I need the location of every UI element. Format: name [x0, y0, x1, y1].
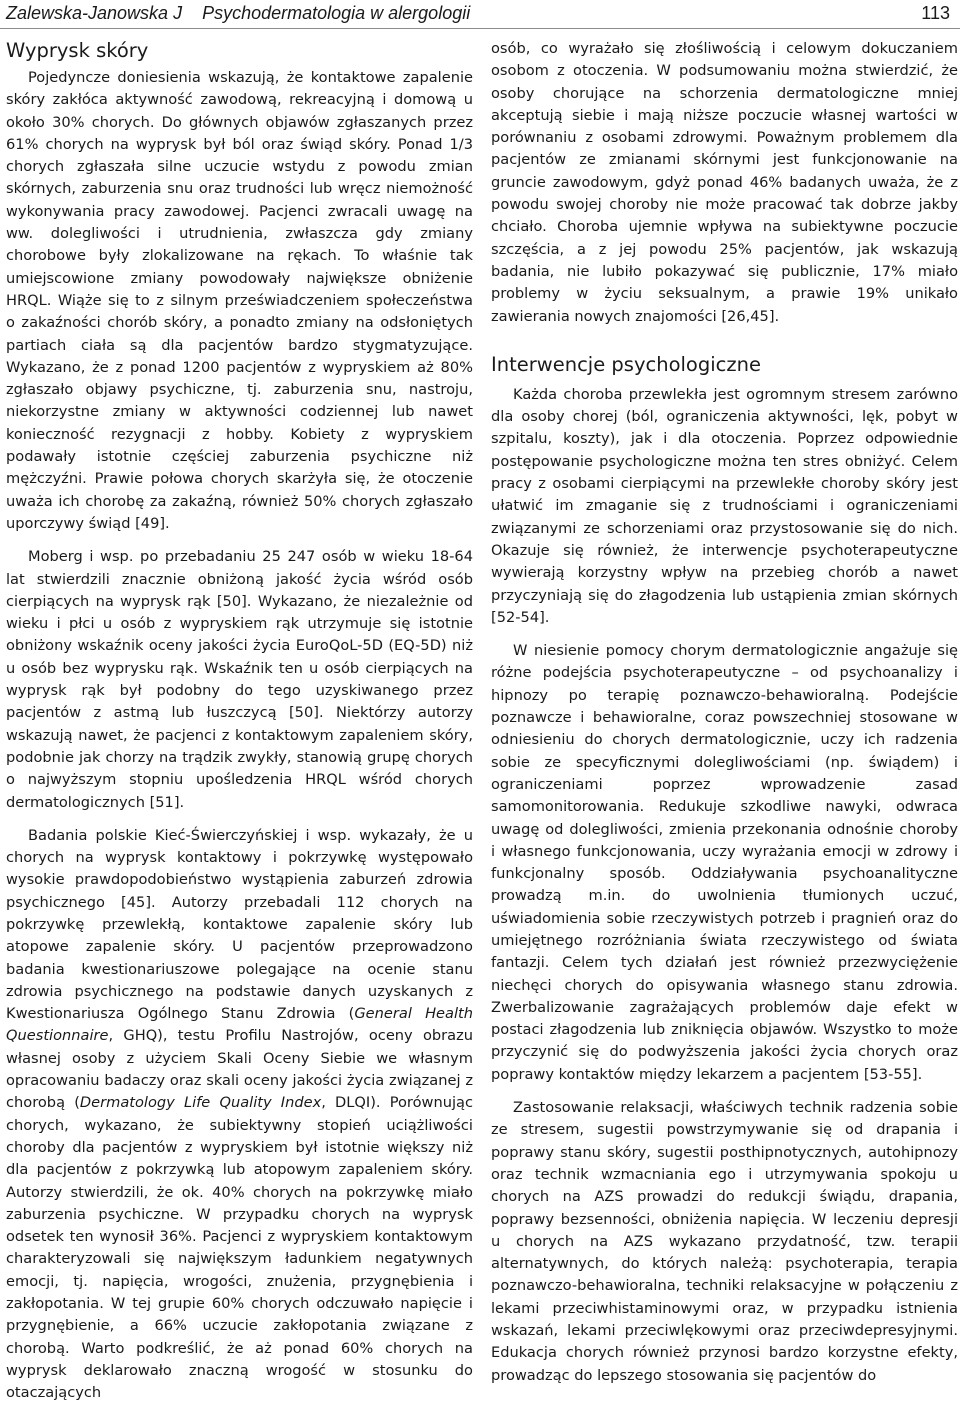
- paragraph-continued: osób, co wyrażało się złośliwością i celowym dokuczaniem osobom z otoczenia. W podsumowaniu można stwierdzić, że osoby chorujące na schorzenia dermatologiczne mniej akceptują siebie i mają niższe poczucie własnej wartości w porównaniu z osobami zdrowymi. Poważnym problemem dla pacjentów ze zmianami skórnymi jest funkcjonowanie na gruncie zawodowym, gdyż ponad 46% badanych uważa, że z powodu swojej choroby nie może pracować tak dobrze jakby chciało. Choroba ujemnie wpływa na subiektywne poczucie szczęścia, a z jej powodu 25% pacjentów, jak wskazują badania, nie lubiło pokazywać się publicznie, 17% miało problemy w życiu seksualnym, a prawie 19% unikało zawierania nowych znajomości [26,45].: [491, 40, 958, 325]
- running-header: [0, 0, 960, 29]
- index-name: Dermatology Life Quality Index: [79, 1094, 322, 1112]
- paragraph: Moberg i wsp. po przebadaniu 25 247 osób w wieku 18-64 lat stwierdzili znacznie obniżoną jakość życia wśród osób cierpiących na wyprysk rąk [50]. Wykazano, że niezależnie od wieku i płci u osób z wypryskiem rąk utrzymuje się istotnie obniżony wskaźnik oceny jakości życia EuroQoL-5D (EQ-5D) niż u osób bez wyprysku rąk. Wskaźnik ten u osób cierpiących na wyprysk rąk był podobny do tego uzyskiwanego przez pacjentów z astmą lub łuszczycą [50]. Niektórzy autorzy wskazują nawet, że pacjenci z kontaktowym zapaleniem skóry, podobnie jak chorzy na trądzik zwykły, stanowią grupę chorych o najwyższym stopniu upośledzenia HRQL wśród chorych dermatologicznych [51].: [6, 548, 473, 811]
- paragraph-text: , DLQI). Porównując chorych, wykazano, że subiektywny stopień uciążliwości choroby dla pacjentów z wypryskiem był istotnie większy niż dla pacjentów z pokrzywką lub atopowym zapaleniem skóry. Autorzy stwierdzili, że ok. 40% chorych na pokrzywkę miało zaburzenia psychiczne. W przypadku chorych na wyprysk odsetek ten wynosił 36%. Pacjenci z wypryskiem kontaktowym charakteryzowali się największym ładunkiem negatywnych emocji, tj. napięcia, wrogości, znużenia, przygnębienia i zakłopotania. W tej grupie 60% chorych odczuwało napięcie i przygnębienie, a 66% uczucie zakłopotania związane z chorobą. Warto podkreślić, że aż ponad 60% chorych na wyprysk deklarowało znaczną wrogość w stosunku do otaczających: [6, 1094, 473, 1402]
- right-column: [491, 38, 958, 1387]
- section-heading-eczema: Wyprysk skóry: [6, 39, 149, 62]
- paragraph-text: Badania polskie Kieć-Świerczyńskiej i wsp. wykazały, że u chorych na wyprysk kontaktowy i pokrzywkę występowało wysokie prawdopodobieństwo wystąpienia zaburzeń zdrowia psychicznego [45]. Autorzy przebadali 112 chorych na pokrzywkę przewlekłą, kontaktowe zapalenie skóry lub atopowe zapalenie skóry. U pacjentów przeprowadzono badania kwestionariuszowe polegające na ocenie stanu zdrowia psychicznego na podstawie danych uzyskanych z Kwestionariusza Ogólnego Stanu Zdrowia (: [6, 826, 473, 1023]
- paragraph-text: , GHQ), testu Profilu Nastrojów, oceny obrazu własnej osoby z użyciem Skali Oceny Siebie we własnym opracowaniu badaczy oraz skali oceny jakości życia związanej z chorobą (: [6, 1027, 473, 1112]
- questionnaire-name: General Health Questionnaire: [6, 1005, 473, 1045]
- paragraph: Każda choroba przewlekła jest ogromnym stresem zarówno dla osoby chorej (ból, ograniczenia aktywności, lęk, pobyt w szpitalu, koszty), jak i dla otoczenia. Poprzez odpowiednie postępowanie psychologiczne można ten stres obniżyć. Celem pracy z osobami cierpiącymi na przewlekłe choroby skóry jest ułatwić im zmaganie się z trudnościami i ograniczeniami związanymi ze schorzeniami oraz przystosowanie się do nich. Okazuje się również, że interwencje psychoterapeutyczne wywierają korzystny wpływ na przebieg chorób a nawet przyczyniają się do złagodzenia lub ustąpienia zmian skórnych [52-54].: [491, 385, 958, 626]
- paragraph: Zastosowanie relaksacji, właściwych technik radzenia sobie ze stresem, sugestii powstrzymywanie się od drapania i poprawy stanu skóry, sugestii posthipnotycznych, autohipnozy oraz technik wzmacniania ego i utrzymywania spokoju u chorych na AZS prowadzi do redukcji świądu, drapania, poprawy bezsenności, obniżenia napięcia. W leczeniu depresji u chorych na AZS wykazano przydatność, tzw. terapii alternatywnych, do których należą: psychoterapia, terapia poznawczo-behawioralna, techniki relaksacyjne w połączeniu z lekami przeciwhistaminowymi oraz, w przypadku istnienia wskazań, lekami przeciwlękowymi oraz przeciwdepresyjnymi. Edukacja chorych również przynosi bardzo korzystne efekty, prowadząc do lepszego stosowania się pacjentów do: [491, 1099, 958, 1384]
- page-number: 113: [921, 3, 950, 23]
- paragraph: W niesienie pomocy chorym dermatologicznie angażuje się różne podejścia psychoterapeutyczne – od psychoanalizy i hipnozy po terapię poznawczo-behawioralną. Podejście poznawcze i behawioralne, coraz powszechniej stosowane w odniesieniu do chorych dermatologicznie, uczy ich radzenia sobie ze specyficznymi dolegliwościami (np. świądem) i ograniczeniami poprzez wprowadzenie zasad samomonitorowania. Redukuje szkodliwe nawyki, odwraca uwagę od dolegliwości, zmienia przekonania odnośnie choroby i własnego funkcjonowania, uczy wyrażania emocji w zdrowy i funkcjonalny sposób. Oddziaływania psychoanalityczne prowadzą m.in. do uwolnienia tłumionych uczuć, uświadomienia sobie rzeczywistych potrzeb i pragnień oraz do umiejętnego rozróżniania świata rzeczywistego od świata fantazji. Celem tych działań jest również przezwyciężenie niechęci chorych do opisywania własnego stanu zdrowia. Zwerbalizowanie zagrażających problemów daje efekt w postaci złagodzenia lub zniknięcia objawów. Wszystko to może przyczynić się do podwyższenia jakości życia chorych oraz poprawy kontaktów między lekarzem a pacjentem [53-55].: [491, 642, 958, 1083]
- section-heading-psychological-interventions: Interwencje psychologiczne: [491, 352, 761, 376]
- journal-section-title: Psychodermatologia w alergologii: [202, 3, 471, 23]
- author-name: Zalewska-Janowska J: [6, 3, 183, 23]
- paragraph: Pojedyncze doniesienia wskazują, że kontaktowe zapalenie skóry zakłóca aktywność zawodową, rekreacyjną i domową u około 30% chorych. Do głównych objawów zgłaszanych przez 61% chorych na wyprysk był ból oraz świąd skóry. Ponad 1/3 chorych zgłaszała silne uczucie wstydu z powodu zmian skórnych, zaburzenia snu oraz trudności lub wręcz niemożność wykonywania pracy zawodowej. Pacjenci zwracali uwagę na ww. dolegliwości i utrudnienia, zwłaszcza gdy zmiany chorobowe były zlokalizowane na rękach. To właśnie tak umiejscowione zmiany powodowały największe obniżenie HRQL. Wiąże się to z silnym przeświadczeniem społeczeństwa o zakaźności chorób skóry, a ponadto zmiany na odsłoniętych partiach ciała są dla pacjentów bardzo stygmatyzujące. Wykazano, że z ponad 1200 pacjentów z wypryskiem aż 80% zgłaszało objawy psychiczne, tj. zaburzenia snu, nastroju, niekorzystne zmiany w aktywności codziennej lub nawet konieczność rezygnacji z hobby. Kobiety z wypryskiem podawały istotnie częściej zaburzenia psychiczne niż mężczyźni. Prawie połowa chorych skarżyła się, że otoczenie uważa ich chorobę za zakaźną, również 50% chorych zgłaszało uporczywy świąd [49].: [6, 69, 473, 532]
- left-column: [6, 38, 473, 1405]
- running-title: [6, 2, 470, 24]
- paragraph: [6, 825, 473, 1405]
